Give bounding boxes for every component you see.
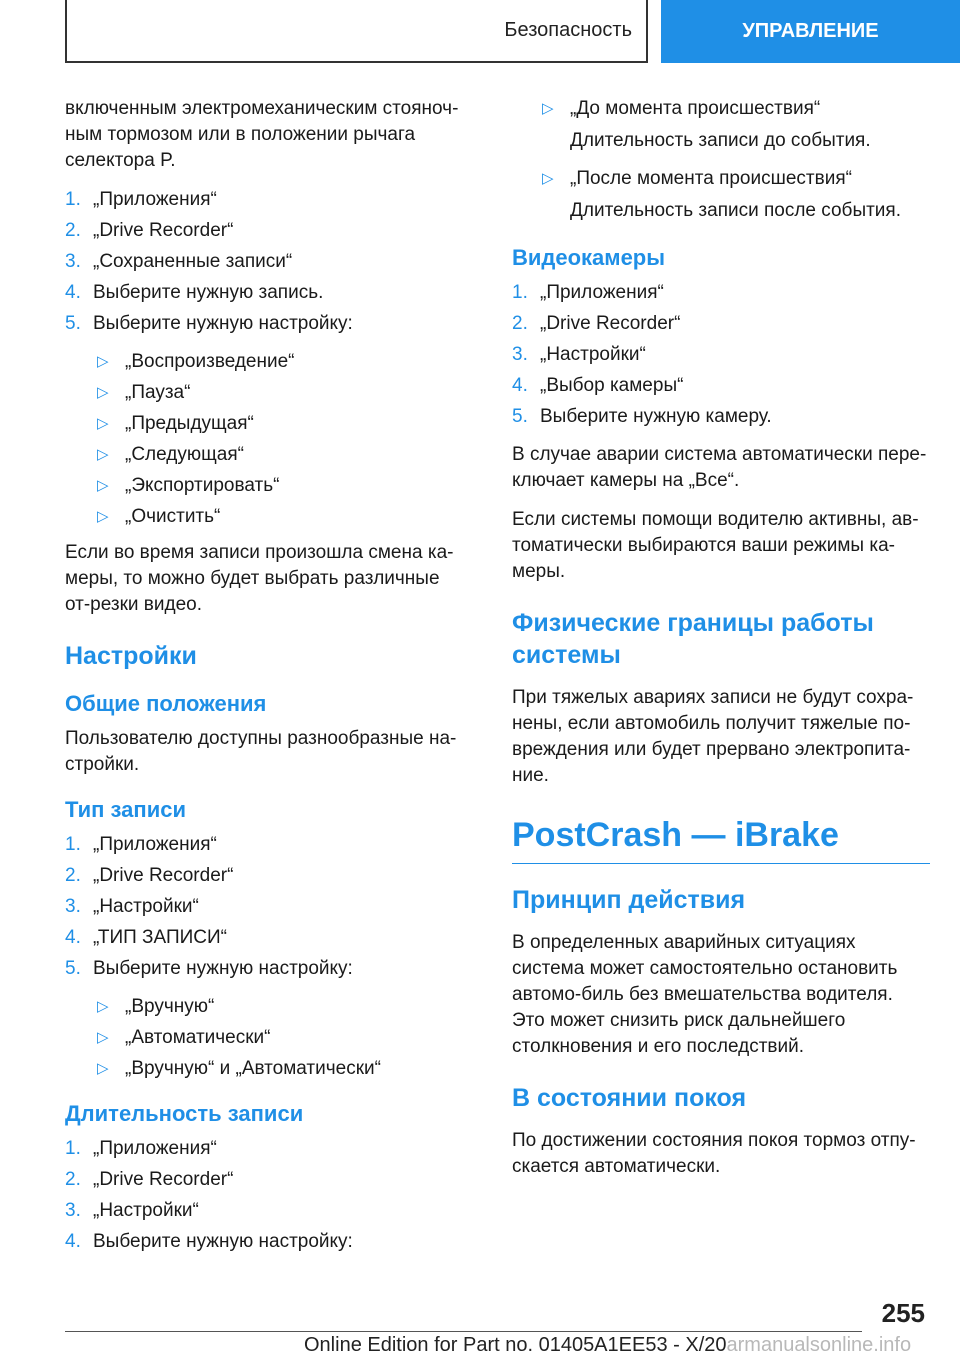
triangle-bullet-icon: ▷ xyxy=(97,384,109,401)
options-list-duration xyxy=(512,96,930,224)
list-item: 2. „Drive Recorder“ xyxy=(65,1169,234,1190)
left-column xyxy=(65,96,465,1267)
cameras-heading: Видеокамеры xyxy=(512,245,666,270)
general-text: Пользователю доступны разнообразные на-стройки. xyxy=(65,728,457,775)
list-item: 5. Выберите нужную настройку: xyxy=(65,313,353,334)
triangle-bullet-icon: ▷ xyxy=(97,415,109,432)
list-item: 4. „ТИП ЗАПИСИ“ xyxy=(65,927,227,948)
triangle-bullet-icon: ▷ xyxy=(97,477,109,494)
general-heading: Общие положения xyxy=(65,691,267,716)
options-list-recording-type xyxy=(65,994,465,1082)
triangle-bullet-icon: ▷ xyxy=(97,446,109,463)
list-item: ▷ „Воспроизведение“ xyxy=(65,349,465,375)
list-item: 5. Выберите нужную настройку: xyxy=(65,958,353,979)
limits-text: При тяжелых авариях записи не будут сохра-нены, если автомобиль получит тяжелые по-вреждения или будет прервано электропита-ние. xyxy=(512,687,914,786)
list-item: ▷ „До момента происшествия“ Длительность записи до события. xyxy=(542,98,871,151)
steps-list-duration xyxy=(65,1136,465,1255)
triangle-bullet-icon: ▷ xyxy=(542,100,554,117)
postcrash-heading: PostCrash — iBrake xyxy=(512,813,930,864)
list-item: 3. „Сохраненные записи“ xyxy=(65,251,293,272)
rest-text: По достижении состояния покоя тормоз отпу-скается автоматически. xyxy=(512,1130,916,1177)
list-item: 1. „Приложения“ xyxy=(65,834,217,855)
list-item: ▷ „Следующая“ xyxy=(65,442,465,468)
list-item: 1. „Приложения“ xyxy=(65,189,217,210)
triangle-bullet-icon: ▷ xyxy=(97,353,109,370)
principle-heading: Принцип действия xyxy=(512,886,746,914)
triangle-bullet-icon: ▷ xyxy=(97,998,109,1015)
triangle-bullet-icon: ▷ xyxy=(97,1029,109,1046)
triangle-bullet-icon: ▷ xyxy=(97,1060,109,1077)
watermark-text: armanualsonline.info xyxy=(726,1334,912,1356)
list-item: 4. „Выбор камеры“ xyxy=(512,375,684,396)
cameras-note-assist: Если системы помощи водителю активны, ав-томатически выбираются ваши режимы ка-меры. xyxy=(512,509,919,582)
list-item: 2. „Drive Recorder“ xyxy=(512,313,681,334)
page-number: 255 xyxy=(881,1298,925,1328)
edition-text: Online Edition for Part no. 01405A1EE53 - X/20 xyxy=(304,1334,727,1356)
list-item: ▷ „Предыдущая“ xyxy=(65,411,465,437)
list-item: ▷ „После момента происшествия“ Длительность записи после события. xyxy=(542,168,901,221)
list-item: 2. „Drive Recorder“ xyxy=(65,865,234,886)
list-item: ▷ „Автоматически“ xyxy=(65,1025,465,1051)
list-item: 2. „Drive Recorder“ xyxy=(65,220,234,241)
footer-edition xyxy=(304,1334,911,1357)
camera-change-note: Если во время записи произошла смена ка-меры, то можно будет выбрать различные от-резки видео. xyxy=(65,542,454,615)
limits-heading: Физические границы работы системы xyxy=(512,609,874,669)
list-item: ▷ „Вручную“ xyxy=(65,994,465,1020)
list-item: ▷ „Пауза“ xyxy=(65,380,465,406)
header-chapter-label: УПРАВЛЕНИЕ xyxy=(742,20,879,42)
triangle-bullet-icon: ▷ xyxy=(542,170,554,187)
list-item: ▷ „Вручную“ и „Автоматически“ xyxy=(65,1056,465,1082)
list-item: 3. „Настройки“ xyxy=(65,896,199,917)
principle-text: В определенных аварийных ситуациях система может самостоятельно остановить автомо-биль без вмешательства водителя. Это может снизить риск дальнейшего столкновения и его последствий. xyxy=(512,932,898,1057)
options-list-playback xyxy=(65,349,465,530)
header-section-label: Безопасность xyxy=(504,19,632,41)
list-item: 1. „Приложения“ xyxy=(65,1138,217,1159)
footer-divider xyxy=(65,1331,862,1332)
triangle-bullet-icon: ▷ xyxy=(97,508,109,525)
header-chapter-tab xyxy=(661,0,960,63)
list-item: 5. Выберите нужную камеру. xyxy=(512,406,772,427)
list-item: 1. „Приложения“ xyxy=(512,282,664,303)
steps-list-recording-type xyxy=(65,832,465,982)
duration-heading: Длительность записи xyxy=(65,1101,304,1126)
header-section-tab xyxy=(65,0,648,63)
intro-paragraph: включенным электромеханическим стояноч-ным тормозом или в положении рычага селектора P. xyxy=(65,98,459,171)
list-item: ▷ „Экспортировать“ xyxy=(65,473,465,499)
rest-heading: В состоянии покоя xyxy=(512,1084,747,1112)
recording-type-heading: Тип записи xyxy=(65,797,186,822)
right-column xyxy=(512,96,930,1193)
list-item: 3. „Настройки“ xyxy=(65,1200,199,1221)
list-item: 4. Выберите нужную настройку: xyxy=(65,1231,353,1252)
list-item: 3. „Настройки“ xyxy=(512,344,646,365)
steps-list-saved-recordings xyxy=(65,187,465,337)
cameras-note-accident: В случае аварии система автоматически пере-ключает камеры на „Все“. xyxy=(512,444,927,491)
settings-heading: Настройки xyxy=(65,642,197,670)
list-item: 4. Выберите нужную запись. xyxy=(65,282,324,303)
list-item: ▷ „Очистить“ xyxy=(65,504,465,530)
steps-list-cameras xyxy=(512,280,930,430)
